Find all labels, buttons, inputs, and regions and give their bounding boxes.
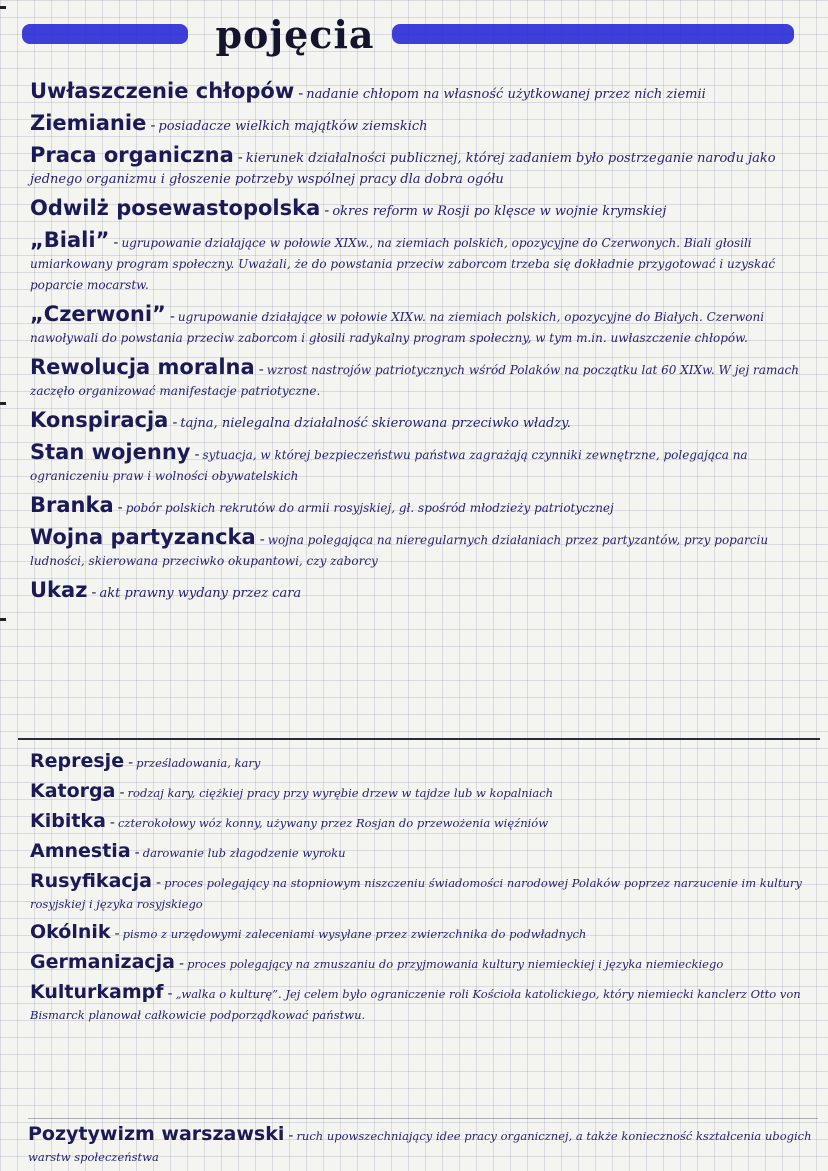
definition: prześladowania, kary [136, 756, 261, 770]
entry [30, 440, 820, 486]
entry [30, 983, 820, 1025]
term: Wojna partyzancka [30, 525, 256, 549]
entry [30, 525, 820, 571]
entry-last [28, 1118, 818, 1169]
term: Kulturkampf [30, 981, 164, 1003]
definition: darowanie lub złagodzenie wyroku [142, 846, 346, 860]
term: Ukaz [30, 578, 88, 602]
entry [30, 196, 820, 221]
dash: - [109, 815, 115, 831]
term: Praca organiczna [30, 143, 234, 167]
entries-top [30, 79, 820, 613]
definition: pobór polskich rekrutów do armii rosyjskiej, gł. spośród młodzieży patriotycznej [125, 501, 614, 515]
dash: - [150, 118, 156, 134]
definition: proces polegający na stopniowym niszczeniu świadomości narodowej Polaków poprzez narzucenie im kultury rosyjskiej i języka rosyjskiego [30, 876, 802, 911]
dash: - [324, 203, 330, 219]
definition: pismo z urzędowymi zaleceniami wysyłane przez zwierzchnika do podwładnych [122, 927, 587, 941]
edge-mark [0, 402, 6, 405]
page-title: pojęcia [215, 12, 375, 57]
definition: ruch upowszechniający idee pracy organicznej, a także konieczność kształcenia ubogich warstw społeczeństwa [28, 1129, 812, 1164]
edge-mark [0, 618, 6, 621]
definition: posiadacze wielkich majątków ziemskich [158, 119, 428, 134]
definition: okres reform w Rosji po klęsce w wojnie krymskiej [332, 204, 667, 219]
dash: - [288, 1128, 294, 1144]
entry [30, 143, 820, 189]
dash: - [113, 235, 119, 251]
dash: - [167, 986, 173, 1002]
term: „Czerwoni” [30, 302, 166, 326]
definition: wojna polegająca na nieregularnych działaniach przez partyzantów, przy poparciu ludności, skierowana przeciwko okupantowi, czy zaborcy [30, 533, 769, 568]
dash: - [172, 415, 178, 431]
entry [30, 302, 820, 348]
dash: - [117, 500, 123, 516]
term: „Biali” [30, 228, 110, 252]
dash: - [114, 926, 120, 942]
dash: - [128, 755, 134, 771]
definition: ugrupowanie działające w połowie XIXw., na ziemiach polskich, opozycyjne do Czerwonych. Biali głosili umiarkowany program społeczny. Uważali, że do powstania przeciw zaborcom trzeba się dokładnie przygotować i uzyskać poparcie mocarstw. [30, 236, 776, 292]
entry [30, 782, 820, 803]
term: Amnestia [30, 840, 131, 862]
term: Germanizacja [30, 951, 175, 973]
entry [28, 1119, 818, 1167]
title-marker-left [22, 24, 188, 44]
definition: nadanie chłopom na własność użytkowanej przez nich ziemii [306, 87, 706, 102]
entry [30, 812, 820, 833]
term: Represje [30, 750, 125, 772]
entry [30, 752, 820, 773]
title-marker-right [392, 24, 794, 44]
definition: ugrupowanie działające w połowie XIXw. na ziemiach polskich, opozycyjne do Białych. Czerwoni nawoływali do powstania przeciw zaborcom i głosili radykalny program społeczny, w tym m.in. uwłaszczenie chłopów. [30, 310, 765, 345]
definition: sytuacja, w której bezpieczeństwu państwa zagrażają czynniki zewnętrzne, polegająca na ograniczeniu praw i wolności obywatelskich [30, 448, 748, 483]
term: Kibitka [30, 810, 106, 832]
term: Ziemianie [30, 111, 147, 135]
entry [30, 408, 820, 433]
dash: - [259, 532, 265, 548]
definition: „walka o kulturę”. Jej celem było ograniczenie roli Kościoła katolickiego, który niemiecki kanclerz Otto von Bismarck planował całkowicie podporządkować państwu. [30, 987, 801, 1022]
definition: akt prawny wydany przez cara [99, 586, 302, 601]
dash: - [169, 309, 175, 325]
term: Okólnik [30, 921, 111, 943]
definition: proces polegający na zmuszaniu do przyjmowania kultury niemieckiej i języka niemieckiego [187, 957, 724, 971]
entry [30, 578, 820, 603]
entry [30, 79, 820, 104]
term: Stan wojenny [30, 440, 191, 464]
term: Rusyfikacja [30, 870, 152, 892]
section-divider [18, 738, 820, 740]
dash: - [134, 845, 140, 861]
dash: - [237, 150, 243, 166]
term: Pozytywizm warszawski [28, 1123, 285, 1145]
term: Konspiracja [30, 408, 169, 432]
dash: - [119, 785, 125, 801]
definition: wzrost nastrojów patriotycznych wśród Polaków na początku lat 60 XIXw. W jej ramach zaczęło organizować manifestacje patriotyczne. [30, 363, 799, 398]
definition: czterokołowy wóz konny, używany przez Rosjan do przewożenia więźniów [117, 816, 549, 830]
entry [30, 355, 820, 401]
dash: - [156, 875, 162, 891]
term: Uwłaszczenie chłopów [30, 79, 295, 103]
term: Branka [30, 493, 114, 517]
dash: - [258, 362, 264, 378]
dash: - [91, 585, 97, 601]
entry [30, 842, 820, 863]
term: Odwilż posewastopolska [30, 196, 321, 220]
entry [30, 111, 820, 136]
dash: - [194, 447, 200, 463]
dash: - [179, 956, 185, 972]
term: Katorga [30, 780, 116, 802]
dash: - [298, 86, 304, 102]
entries-bottom [30, 752, 820, 1034]
entry [30, 923, 820, 944]
entry [30, 953, 820, 974]
definition: tajna, nielegalna działalność skierowana przeciwko władzy. [180, 416, 571, 431]
entry [30, 493, 820, 518]
entry [30, 228, 820, 295]
edge-mark [0, 6, 6, 9]
term: Rewolucja moralna [30, 355, 255, 379]
entry [30, 872, 820, 914]
definition: kierunek działalności publicznej, której zadaniem było postrzeganie narodu jako jednego organizmu i głoszenie potrzeby wspólnej pracy dla dobra ogółu [30, 151, 776, 187]
definition: rodzaj kary, ciężkiej pracy przy wyrębie drzew w tajdze lub w kopalniach [127, 786, 554, 800]
